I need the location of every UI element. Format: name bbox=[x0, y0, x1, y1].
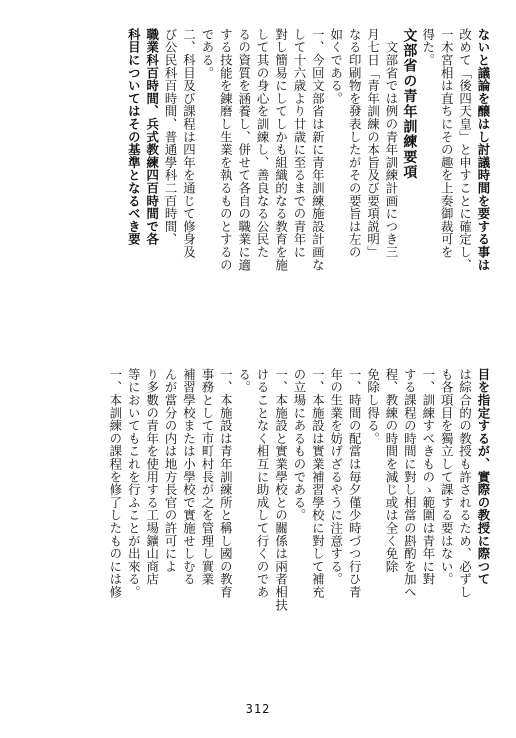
text-column: する技能を錬磨し生業を執るものとするの bbox=[218, 28, 234, 272]
vertical-text-body-lower bbox=[24, 368, 492, 688]
text-column: 一木宮相は直ちにその趣を上奏御裁可を bbox=[439, 28, 455, 259]
text-column: 職業科百時間、兵式教練四百時間で各 bbox=[144, 28, 160, 246]
text-column: んが當分の内は地方長官の許可によ bbox=[163, 368, 179, 573]
text-column: 一、時間の配當は毎夕僅少時づつ行ひ青 bbox=[347, 368, 363, 599]
text-column: るの資質を涵養し、併せて各自の職業に適 bbox=[236, 28, 252, 272]
text-column: ないと議論を醸はし討議時間を要する事は bbox=[476, 28, 491, 272]
text-column: 對し簡易にしてしかも組織的なる教育を施 bbox=[273, 28, 289, 272]
text-column: 免除し得る。 bbox=[365, 368, 381, 445]
text-column: る。 bbox=[236, 368, 252, 394]
text-column: 一、本訓練の課程を修了したものには修 bbox=[107, 368, 123, 599]
text-column: して十六歳より廿歳に至るまでの青年に bbox=[291, 28, 307, 259]
text-column: 得た。 bbox=[420, 28, 436, 67]
text-column: 一、本施設と實業學校との關係は兩者相扶 bbox=[273, 368, 289, 612]
text-column: 程、教練の時間を減じ或は全く免除 bbox=[383, 368, 399, 573]
text-column: 等においてもこれを行ふことが出來る。 bbox=[126, 368, 142, 599]
text-column: び公民科百時間、普通學科二百時間、 bbox=[163, 28, 179, 246]
text-column: り多數の青年を使用する工場鑛山商店 bbox=[144, 368, 160, 586]
text-column: 文部省では例の青年訓練計画につき三 bbox=[383, 28, 399, 259]
text-column: なる印刷物を發表したがその要旨は左の bbox=[347, 28, 363, 259]
text-column: 改めて「後四天皇」と申すことに確定し、 bbox=[457, 28, 473, 272]
text-column: 目を指定するが、實際の教授に際つて bbox=[476, 368, 491, 586]
text-column: 一、本施設は青年訓練所と稱し國の教育 bbox=[218, 368, 234, 599]
text-column: 一、今回文部省は新に青年訓練施設計画な bbox=[310, 28, 326, 272]
text-column: 一、訓練すべきものゝ範圍は青年に對 bbox=[420, 368, 436, 586]
text-column: 月七日「青年訓練の本旨及び要項説明」 bbox=[365, 28, 381, 259]
text-column: 事務として市町村長が之を管理し實業 bbox=[199, 368, 215, 586]
text-column: の立場にあるものである。 bbox=[291, 368, 307, 522]
text-column: 年の生業を妨げざるやうに注意する。 bbox=[328, 368, 344, 586]
text-column: も各項目を獨立して課する要はない。 bbox=[439, 368, 455, 586]
text-column: 科目についてはその基準となるべき要 bbox=[126, 28, 142, 246]
text-column: 一、本施設は實業補習學校に對して補充 bbox=[310, 368, 326, 599]
text-column: 如くである。 bbox=[328, 28, 344, 105]
text-column: けることなく相互に助成して行くのであ bbox=[255, 368, 271, 599]
text-column: して其の身心を訓練し、善良なる公民た bbox=[255, 28, 271, 259]
text-column: 二、科目及び課程は四年を通じて修身及 bbox=[181, 28, 197, 259]
page-number: 312 bbox=[245, 702, 271, 716]
text-column: は綜合的の教授も許されるため、必ずし bbox=[457, 368, 473, 599]
text-column: である。 bbox=[199, 28, 215, 80]
text-column: 補習學校または小學校で實施せしむる bbox=[181, 368, 197, 586]
text-column: する課程の時間に對し相當の斟酌を加へ bbox=[402, 368, 418, 599]
section-heading: 文部省の青年訓練要項 bbox=[401, 28, 418, 180]
